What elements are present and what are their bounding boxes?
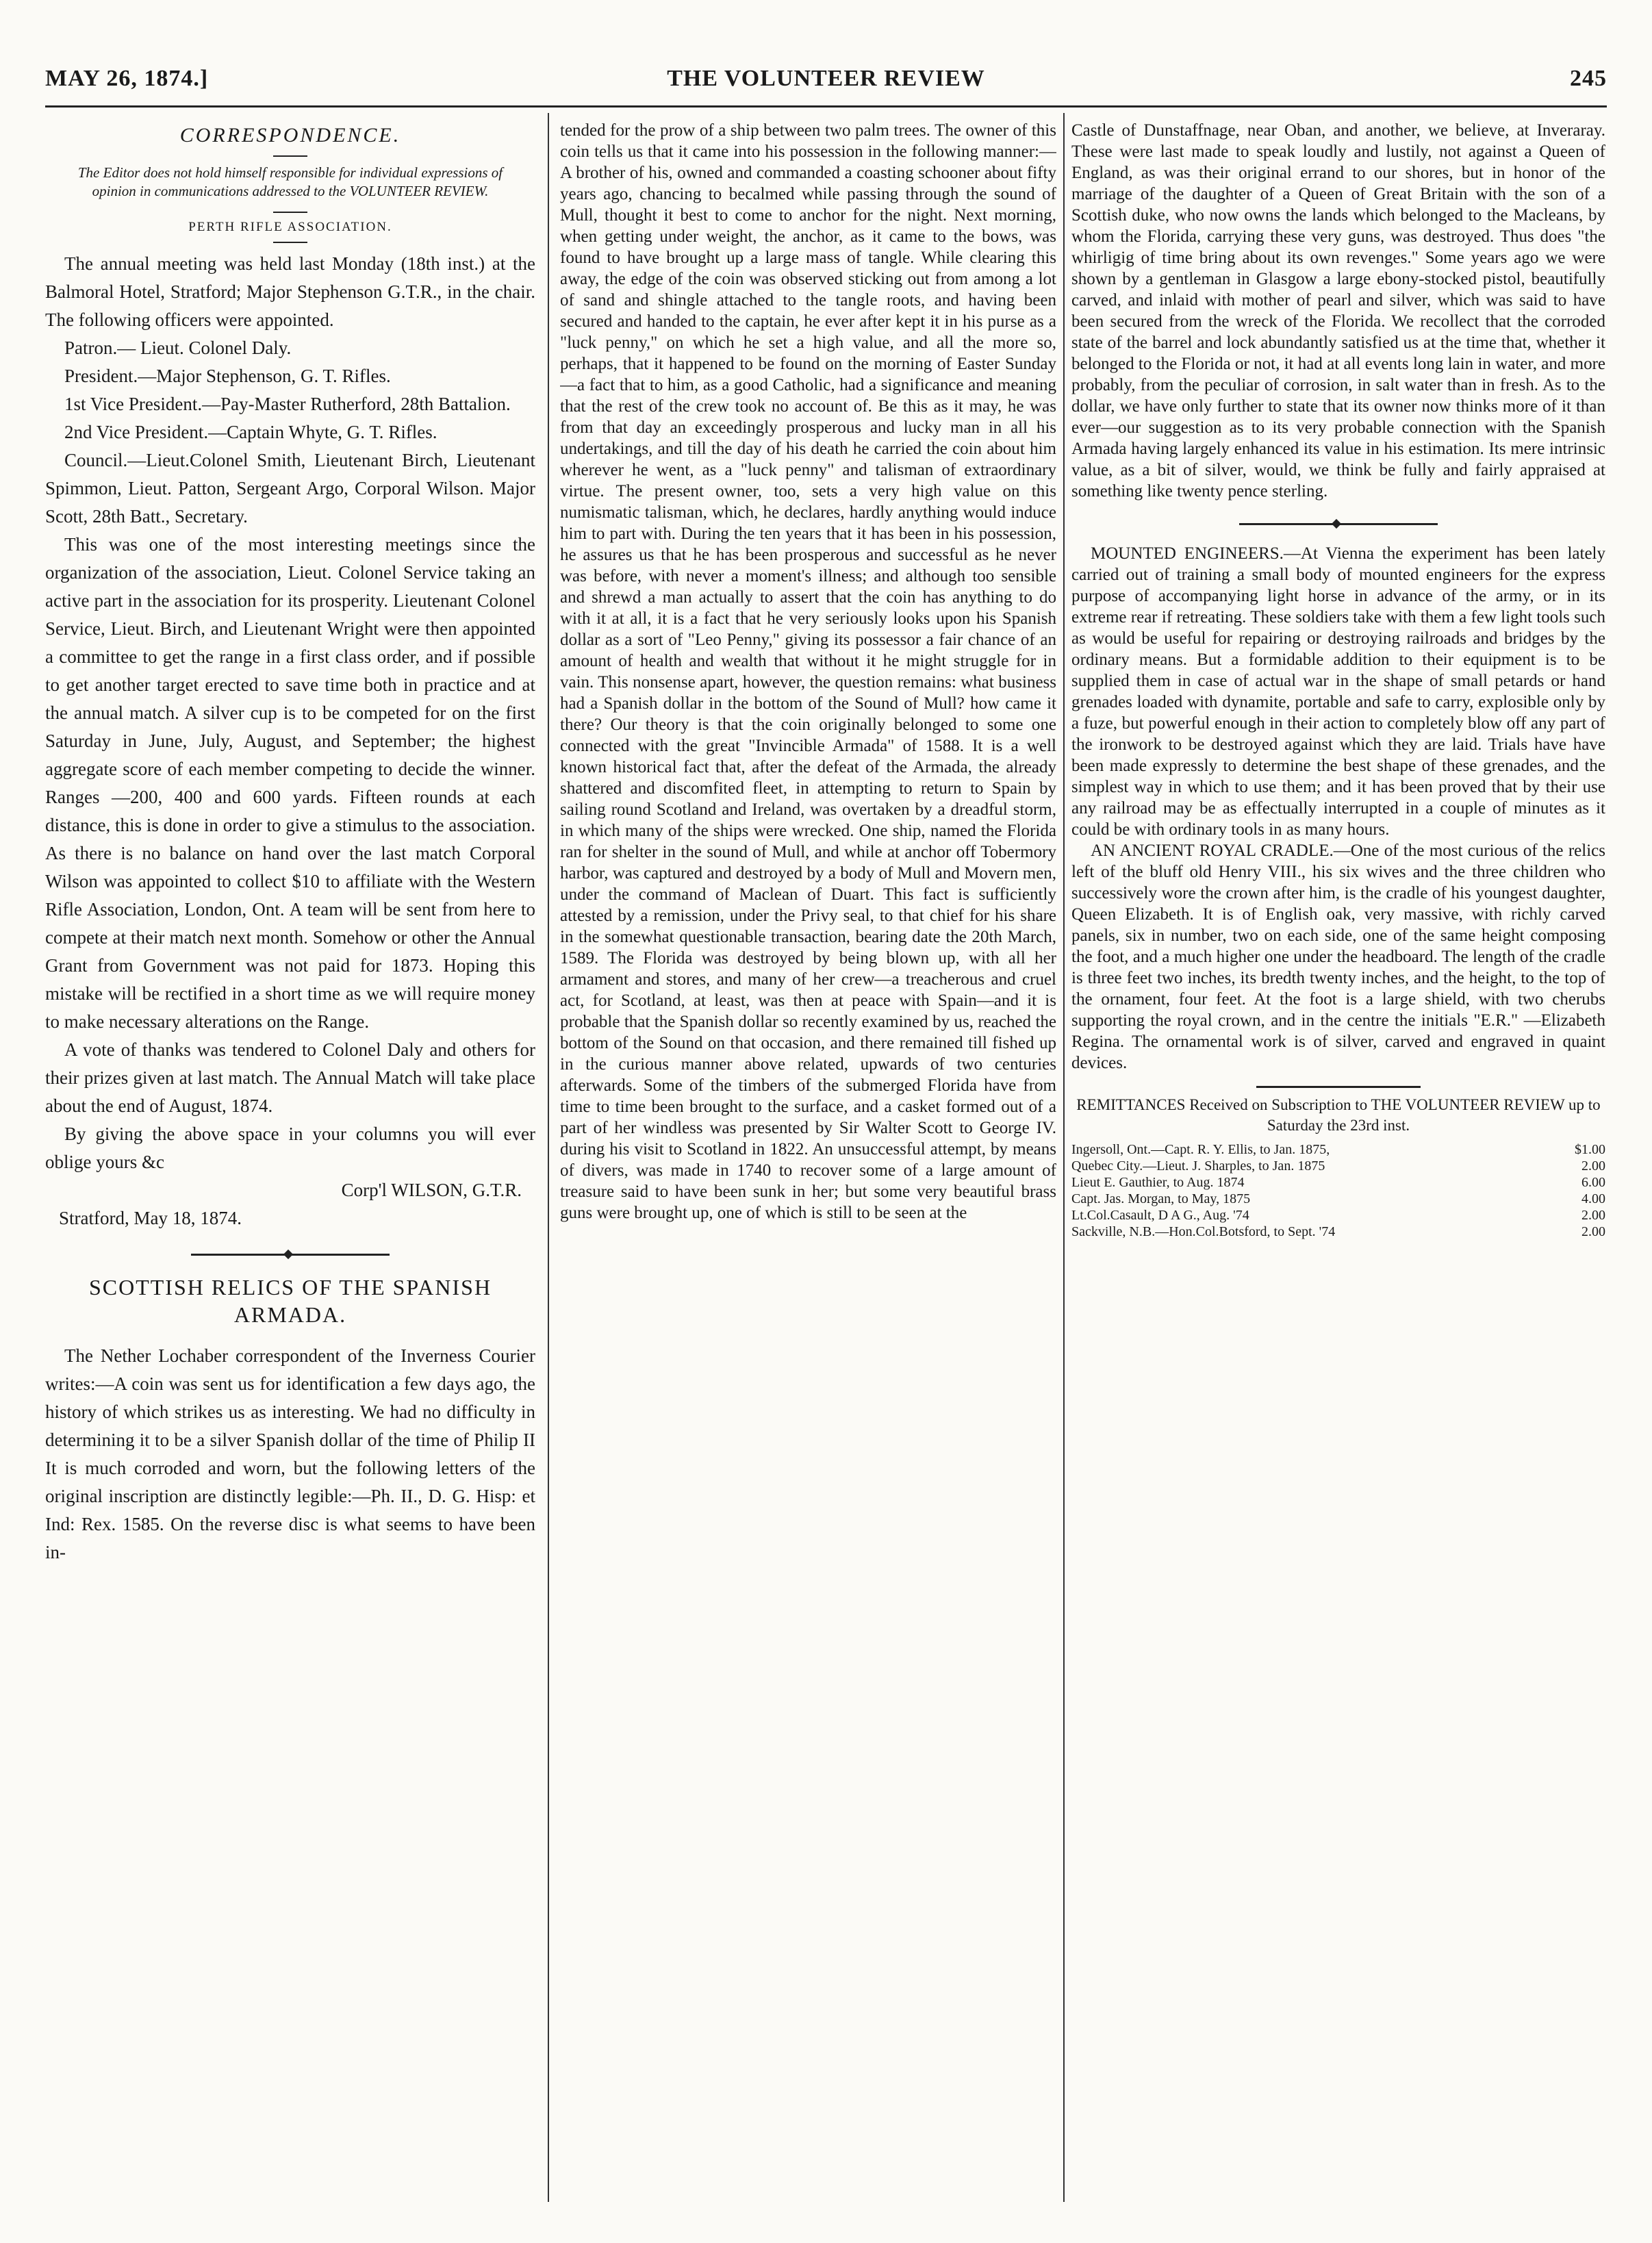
divider — [273, 212, 307, 213]
article-paragraph: This was one of the most interesting meetings since the organization of the association, Lieut. Colonel Service taking an active part in the association for its prosperity. Lieutenant Colonel Service, Lieut. Birch, and Lieutenant Wright were then appointed a committee to get the range in a first class order, and if possible to get another target erected to save time both in practice and at the annual match. A silver cup is to be competed for on the first Saturday in June, July, August, and September; the highest aggregate score of each member competing to decide the winner. Ranges —200, 400 and 600 yards. Fifteen rounds at each distance, this is done in order to give a stimulus to the association. As there is no balance on hand over the last match Corporal Wilson was appointed to collect $10 to affiliate with the Western Rifle Association, London, Ont. A team will be sent from here to compete at their match next month. Somehow or other the Annual Grant from Government was not paid for 1873. Hoping this mistake will be rectified in a short time as we will require money to make necessary alterations on the Range. — [45, 534, 535, 1032]
column-3 — [1071, 120, 1605, 2202]
article-paragraph: By giving the above space in your columns you will ever oblige yours &c — [45, 1124, 535, 1172]
article-subheading: PERTH RIFLE ASSOCIATION. — [188, 220, 392, 234]
masthead — [45, 66, 1607, 104]
ornament-rule — [1239, 520, 1438, 528]
armada-headline: SCOTTISH RELICS OF THE SPANISH ARMADA. — [88, 1275, 492, 1327]
remittance-row — [1071, 1224, 1605, 1240]
remittance-row — [1071, 1141, 1605, 1158]
article-paragraph: The annual meeting was held last Monday (18th inst.) at the Balmoral Hotel, Stratford; Major Stephenson G.T.R., in the chair. The following officers were appointed. — [45, 253, 535, 330]
mounted-engineers-paragraph — [1071, 543, 1605, 840]
remittance-row — [1071, 1174, 1605, 1191]
remittance-name: Capt. Jas. Morgan, to May, 1875 — [1071, 1191, 1251, 1206]
issue-date: MAY 26, 1874.] — [45, 66, 209, 91]
signature: Corp'l WILSON, G.T.R. — [341, 1180, 522, 1200]
divider — [273, 155, 307, 157]
remittance-name: Quebec City.—Lieut. J. Sharples, to Jan. 1875 — [1071, 1158, 1325, 1174]
article-paragraph: A vote of thanks was tendered to Colonel Daly and others for their prizes given at last match. The Annual Match will take place about the end of August, 1874. — [45, 1039, 535, 1116]
remittance-amount: 4.00 — [1581, 1191, 1605, 1206]
ornament-rule — [191, 1250, 390, 1258]
remittance-amount: $1.00 — [1575, 1142, 1605, 1157]
officer-line: 1st Vice President.—Pay-Master Rutherford, 28th Battalion. — [64, 394, 511, 414]
masthead-rule — [45, 105, 1607, 107]
divider — [1256, 1086, 1421, 1088]
remittance-amount: 2.00 — [1581, 1224, 1605, 1239]
officer-line: Council.—Lieut.Colonel Smith, Lieutenant Birch, Lieutenant Spimmon, Lieut. Patton, Sergeant Argo, Corporal Wilson. Major Scott, 28th Batt., Secretary. — [45, 450, 535, 527]
remittance-name: Ingersoll, Ont.—Capt. R. Y. Ellis, to Jan. 1875, — [1071, 1142, 1330, 1157]
column-1 — [45, 120, 535, 2202]
correspondence-heading: CORRESPONDENCE. — [179, 124, 401, 147]
remittances-table — [1071, 1141, 1605, 1240]
divider — [273, 242, 307, 243]
remittance-name: Lieut E. Gauthier, to Aug. 1874 — [1071, 1175, 1245, 1190]
article-paragraph: Castle of Dunstaffnage, near Oban, and another, we believe, at Inveraray. These were last made to speak loudly and lustily, not against a Queen of England, as was their original errand to our shores, but in honor of the marriage of the daughter of a Queen of Great Britain with the son of a Scottish duke, who now owns the lands which belonged to the Macleans, by whom the Florida, carrying these very guns, was destroyed. Thus does "the whirligig of time bring about its own revenges." Some years ago we were shown by a gentleman in Glasgow a large ebony-stocked pistol, beautifully carved, and inlaid with mother of pearl and silver, which was said to have been secured from the wreck of the Florida. We recollect that the corroded state of the barrel and lock abundantly satisfied us at the time that, whether it belonged to the Florida or not, it had at all events long lain in water, and more probably, from the peculiar of corrosion, in salt water than in fresh. As to the dollar, we have only further to state that its owner now thinks more of it than ever—our suggestion as to its very probable connection with the Spanish Armada having largely enhanced its value in his estimation. Its mere intrinsic value, as a bit of silver, would, we think be fully and fairly appraised at something like twenty pence sterling. — [1071, 121, 1605, 500]
article-paragraph: The Nether Lochaber correspondent of the Inverness Courier writes:—A coin was sent us for identification a few days ago, the history of which strikes us as interesting. We had no difficulty in determining it to be a silver Spanish dollar of the time of Philip II It is much corroded and worn, but the following letters of the original inscription are distinctly legible:—Ph. II., D. G. Hisp: et Ind: Rex. 1585. On the reverse disc is what seems to have been in- — [45, 1345, 535, 1562]
column-divider — [548, 113, 549, 2202]
officer-line: 2nd Vice President.—Captain Whyte, G. T. Rifles. — [64, 422, 437, 442]
signature-place-date: Stratford, May 18, 1874. — [59, 1208, 242, 1228]
column-divider — [1063, 113, 1065, 2202]
remittance-amount: 2.00 — [1581, 1208, 1605, 1223]
editor-note: The Editor does not hold himself responsible for individual expressions of opinion in communications addressed to the VOLUNTEER REVIEW. — [77, 164, 503, 199]
remittance-amount: 2.00 — [1581, 1158, 1605, 1174]
article-paragraph: tended for the prow of a ship between two palm trees. The owner of this coin tells us that it came into his possession in the following manner:— A brother of his, owned and commanded a coasting schooner about fifty years ago, chancing to becalmed while passing through the sound of Mull, thought it best to come to anchor for the night. Next morning, when getting under weight, the anchor, as it came to the bows, was found to have brought up a large mass of tangle. While clearing this away, the edge of the coin was observed sticking out from among a lot of sand and shingle attached to the tangle roots, and having been secured and handed to the captain, he ever after kept it in his purse as a "luck penny," on which he set a high value, and all the more so, perhaps, that it happened to be found on the morning of Easter Sunday—a fact that to him, as a good Catholic, had a significance and meaning that the rest of the crew took no account of. Be this as it may, he was from that day an exceedingly prosperous and lucky man in all his undertakings, and till the day of his death he carried the coin about him wherever he went, as a "luck penny" and talisman of extraordinary virtue. The present owner, too, sets a very high value on this numismatic talisman, which, he declares, hardly anything would induce him to part with. During the ten years that it has been in his possession, he assures us that he has been prosperous and successful as he never was before, with never a moment's illness; and although too sensible and shrewd a man actually to assert that the coin has anything to do with it at all, it is a fact that he very seriously looks upon his Spanish dollar as a sort of "Leo Penny," giving its possessor a fair chance of an amount of health and wealth that without it he might struggle for in vain. This nonsense apart, however, the question remains: what business had a Spanish dollar in the bottom of the Sound of Mull? how came it there? Our theory is that the coin originally belonged to some one connected with the great "Invincible Armada" of 1588. It is a well known historical fact that, after the defeat of the Armada, the already shattered and discomfited fleet, in attempting to return to Spain by sailing round Scotland and Ireland, was overtaken by a dreadful storm, in which many of the ships were wrecked. One ship, named the Florida ran for shelter in the sound of Mull, and while at anchor off Tobermory harbor, was captured and destroyed by a body of Mull and Movern men, under the command of Maclean of Duart. This fact is sufficiently attested by a remission, under the Privy seal, to that chief for his share in the somewhat questionable transaction, bearing date the 20th March, 1589. The Florida was destroyed by being blown up, with all her armament and stores, and many of her crew—a treacherous and cruel act, for Scotland, at least, was then at peace with Spain—and it is probable that the Spanish dollar so recently examined by us, reached the bottom of the Sound on that occasion, and there remained till fished up in the curious manner above related, upwards of two centuries afterwards. Some of the timbers of the submerged Florida have from time to time been brought to the surface, and a casket formed out of a part of her windless was presented by Sir Walter Scott to George IV. during his visit to Scotland in 1822. An unsuccessful attempt, by means of divers, was made in 1740 to recover some of a large amount of treasure said to have been sunk in her; but some very beautiful brass guns were brought up, one of which is still to be seen at the — [560, 121, 1056, 1222]
paragraph-text: —One of the most curious of the relics left of the bluff old Henry VIII., his six wives and the three children who successively wore the crown after him, is the cradle of his youngest daughter, Queen Elizabeth. It is of English oak, very massive, with richly carved panels, six in number, two on each side, one of the same height composing the foot, and a much higher one under the headboard. The length of the cradle is three feet two inches, its bredth twenty inches, and the height, to the top of the ornament, four feet. At the foot is a large shield, with two cherubs supporting the royal crown, and in the centre the initials "E.R." —Elizabeth Regina. The ornamental work is of silver, carved and engraved in quaint devices. — [1071, 841, 1605, 1072]
paragraph-lead: MOUNTED ENGINEERS. — [1091, 544, 1284, 563]
newspaper-title: THE VOLUNTEER REVIEW — [667, 66, 985, 91]
paragraph-text: —At Vienna the experiment has been lately carried out of training a small body of mounted engineers for the express purpose of accompanying light horse in advance of the army, or in its extreme rear if retreating. These soldiers take with them a few light tools such as would be useful for repairing or destroying railroads and bridges by the ordinary means. But a formidable addition to their equipment is to be supplied them in case of actual war in the shape of small petards or hand grenades loaded with dynamite, portable and safe to carry, explosible only by a fuze, but powerful enough in their action to completely blow off any part of the ironwork to be destroyed against which they are laid. Trials have have been made expressly to determine the best shape of these grenades, and the simplest way in which to use them; and it has been proved that by their use any railroad may be as effectually interrupted in a couple of minutes as it could be with ordinary tools in as many hours. — [1071, 544, 1605, 839]
page-number: 245 — [1570, 66, 1607, 91]
paragraph-lead: AN ANCIENT ROYAL CRADLE. — [1091, 841, 1334, 860]
remittance-name: Sackville, N.B.—Hon.Col.Botsford, to Sept. '74 — [1071, 1224, 1336, 1239]
officer-line: President.—Major Stephenson, G. T. Rifles. — [64, 366, 391, 386]
remittances-heading: REMITTANCES Received on Subscription to THE VOLUNTEER REVIEW up to Saturday the 23rd inst. — [1076, 1096, 1601, 1134]
column-2 — [560, 120, 1056, 2202]
officer-line: Patron.— Lieut. Colonel Daly. — [64, 338, 292, 358]
remittance-row — [1071, 1207, 1605, 1224]
remittance-row — [1071, 1158, 1605, 1174]
royal-cradle-paragraph — [1071, 840, 1605, 1074]
remittance-name: Lt.Col.Casault, D A G., Aug. '74 — [1071, 1208, 1249, 1223]
remittance-amount: 6.00 — [1581, 1175, 1605, 1190]
remittance-row — [1071, 1191, 1605, 1207]
